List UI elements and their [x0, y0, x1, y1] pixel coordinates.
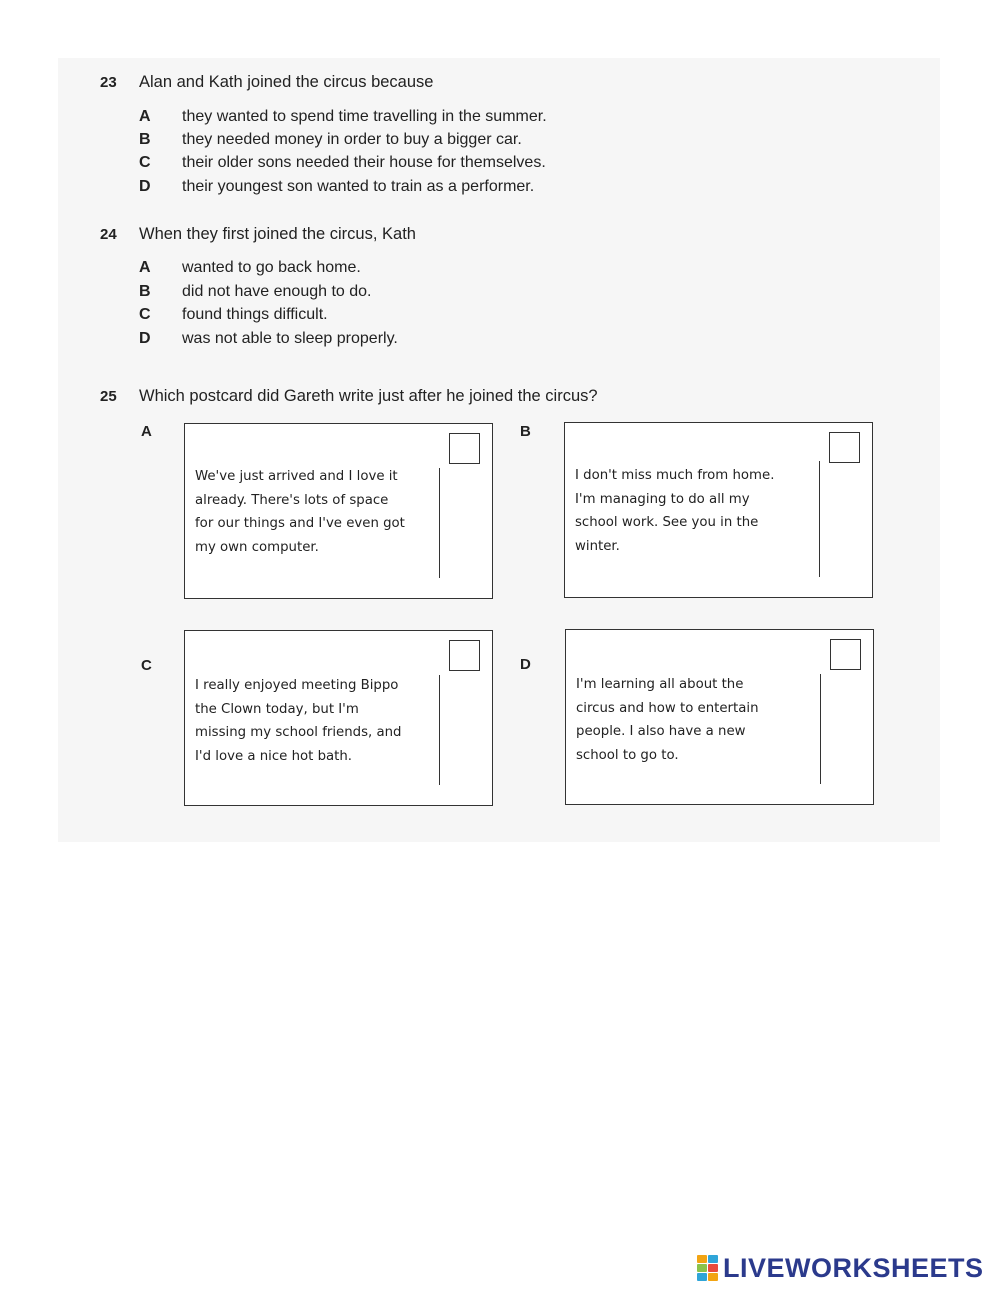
liveworksheets-logo [697, 1251, 984, 1285]
postcard-b-letter: B [520, 423, 531, 440]
question-23-text: Alan and Kath joined the circus because [139, 73, 434, 91]
postcard-d-message: I'm learning all about the circus and how to entertain people. I also have a new school to go to. [576, 677, 759, 763]
postcard-divider [819, 461, 820, 577]
option-letter: D [139, 178, 151, 195]
postcard-divider [439, 468, 440, 578]
postcard-b-message: I don't miss much from home. I'm managing to do all my school work. See you in the winter. [575, 468, 775, 554]
postcard-a-message: We've just arrived and I love it already. There's lots of space for our things and I've even got my own computer. [195, 469, 405, 555]
postcard-divider [439, 675, 440, 785]
stamp-box [449, 433, 480, 464]
postcard-divider [820, 674, 821, 784]
liveworksheets-brand-text: LIVEWORKSHEETS [723, 1252, 984, 1283]
option-letter: A [139, 259, 151, 276]
option-text: their older sons needed their house for themselves. [182, 154, 546, 171]
option-text: did not have enough to do. [182, 283, 372, 300]
postcard-a[interactable] [184, 423, 493, 599]
option-letter: D [139, 330, 151, 347]
option-letter: C [139, 306, 151, 323]
option-letter: B [139, 283, 151, 300]
option-text: was not able to sleep properly. [182, 330, 398, 347]
option-letter: B [139, 131, 151, 148]
postcard-c-letter: C [141, 657, 152, 674]
stamp-box [829, 432, 860, 463]
question-24-number: 24 [100, 226, 117, 243]
question-25-number: 25 [100, 388, 117, 405]
postcard-d-letter: D [520, 656, 531, 673]
stamp-box [830, 639, 861, 670]
stamp-box [449, 640, 480, 671]
postcard-d[interactable] [565, 629, 874, 805]
question-23-number: 23 [100, 74, 117, 91]
option-text: they needed money in order to buy a bigger car. [182, 131, 522, 148]
option-text: their youngest son wanted to train as a performer. [182, 178, 535, 195]
postcard-a-letter: A [141, 423, 152, 440]
postcard-b[interactable] [564, 422, 873, 598]
option-letter: A [139, 108, 151, 125]
option-text: they wanted to spend time travelling in the summer. [182, 108, 547, 125]
option-letter: C [139, 154, 151, 171]
postcard-c-message: I really enjoyed meeting Bippo the Clown today, but I'm missing my school friends, and I'd love a nice hot bath. [195, 678, 402, 764]
liveworksheets-logo-icon [697, 1255, 719, 1281]
question-25-text: Which postcard did Gareth write just after he joined the circus? [139, 387, 598, 405]
question-24-text: When they first joined the circus, Kath [139, 225, 416, 243]
postcard-c[interactable] [184, 630, 493, 806]
option-text: wanted to go back home. [182, 259, 361, 276]
option-text: found things difficult. [182, 306, 328, 323]
